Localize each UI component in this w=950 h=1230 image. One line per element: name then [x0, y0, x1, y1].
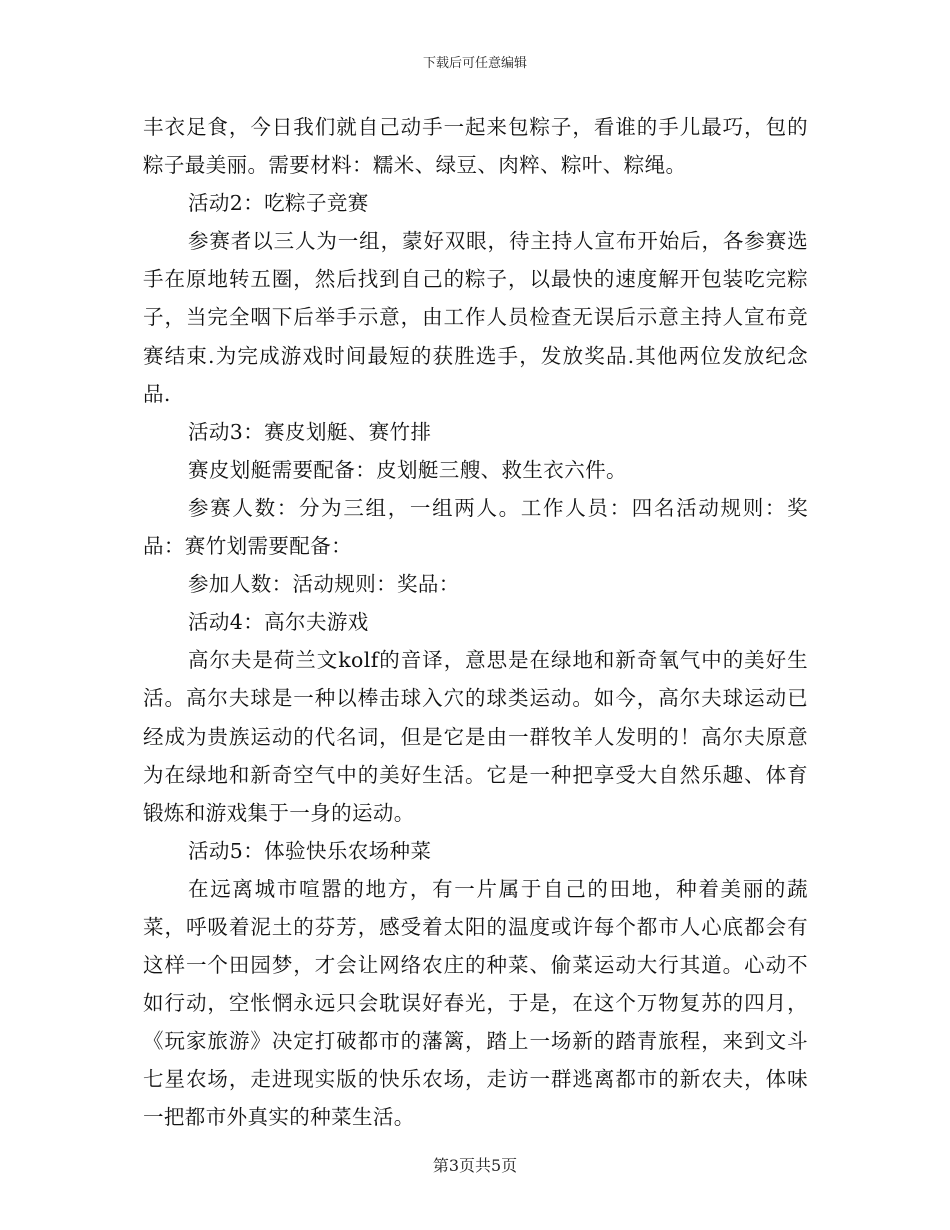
page-header: 下载后可任意编辑 [422, 56, 527, 71]
paragraph-activity-2-rules: 参赛者以三人为一组，蒙好双眼，待主持人宣布开始后，各参赛选手在原地转五圈，然后找到自己的粽子，以最快的速度解开包装吃完粽子，当完全咽下后举手示意，由工作人员检查无误后示意主持人宣布竞赛结束.为完成游戏时间最短的获胜选手，发放奖品.其他两位发放纪念品. [143, 229, 808, 406]
paragraph-golf-description: 高尔夫是荷兰文kolf的音译，意思是在绿地和新奇氧气中的美好生活。高尔夫球是一种以棒击球入穴的球类运动。如今，高尔夫球运动已经成为贵族运动的代名词，但是它是由一群牧羊人发明的！高尔夫原意为在绿地和新奇空气中的美好生活。它是一种把享受大自然乐趣、体育锻炼和游戏集于一身的运动。 [143, 648, 808, 825]
paragraph-kayak-equipment: 赛皮划艇需要配备：皮划艇三艘、救生衣六件。 [188, 457, 627, 482]
paragraph-kayak-participants: 参赛人数：分为三组，一组两人。工作人员：四名活动规则：奖品：赛竹划需要配备： [143, 495, 808, 559]
heading-activity-5: 活动5：体验快乐农场种菜 [188, 838, 432, 863]
heading-activity-4: 活动4：高尔夫游戏 [188, 610, 369, 635]
page-footer: 第3页共5页 [432, 1156, 518, 1175]
paragraph-intro-continuation: 丰衣足食，今日我们就自己动手一起来包粽子，看谁的手儿最巧，包的粽子最美丽。需要材料：糯米、绿豆、肉粹、粽叶、粽绳。 [143, 115, 808, 178]
document-body [143, 108, 808, 1137]
paragraph-bamboo-participants: 参加人数：活动规则：奖品： [188, 572, 460, 597]
paragraph-farm-description: 在远离城市喧嚣的地方，有一片属于自己的田地，种着美丽的蔬菜，呼吸着泥土的芬芳，感受着太阳的温度或许每个都市人心底都会有这样一个田园梦，才会让网络农庄的种菜、偷菜运动大行其道。心动不如行动，空怅惘永远只会耽误好春光，于是，在这个万物复苏的四月，《玩家旅游》决定打破都市的藩篱，踏上一场新的踏青旅程，来到文斗七星农场，走进现实版的快乐农场，走访一群逃离都市的新农夫，体味一把都市外真实的种菜生活。 [143, 876, 808, 1130]
heading-activity-3: 活动3：赛皮划艇、赛竹排 [188, 419, 432, 444]
heading-activity-2: 活动2：吃粽子竞赛 [188, 191, 369, 216]
